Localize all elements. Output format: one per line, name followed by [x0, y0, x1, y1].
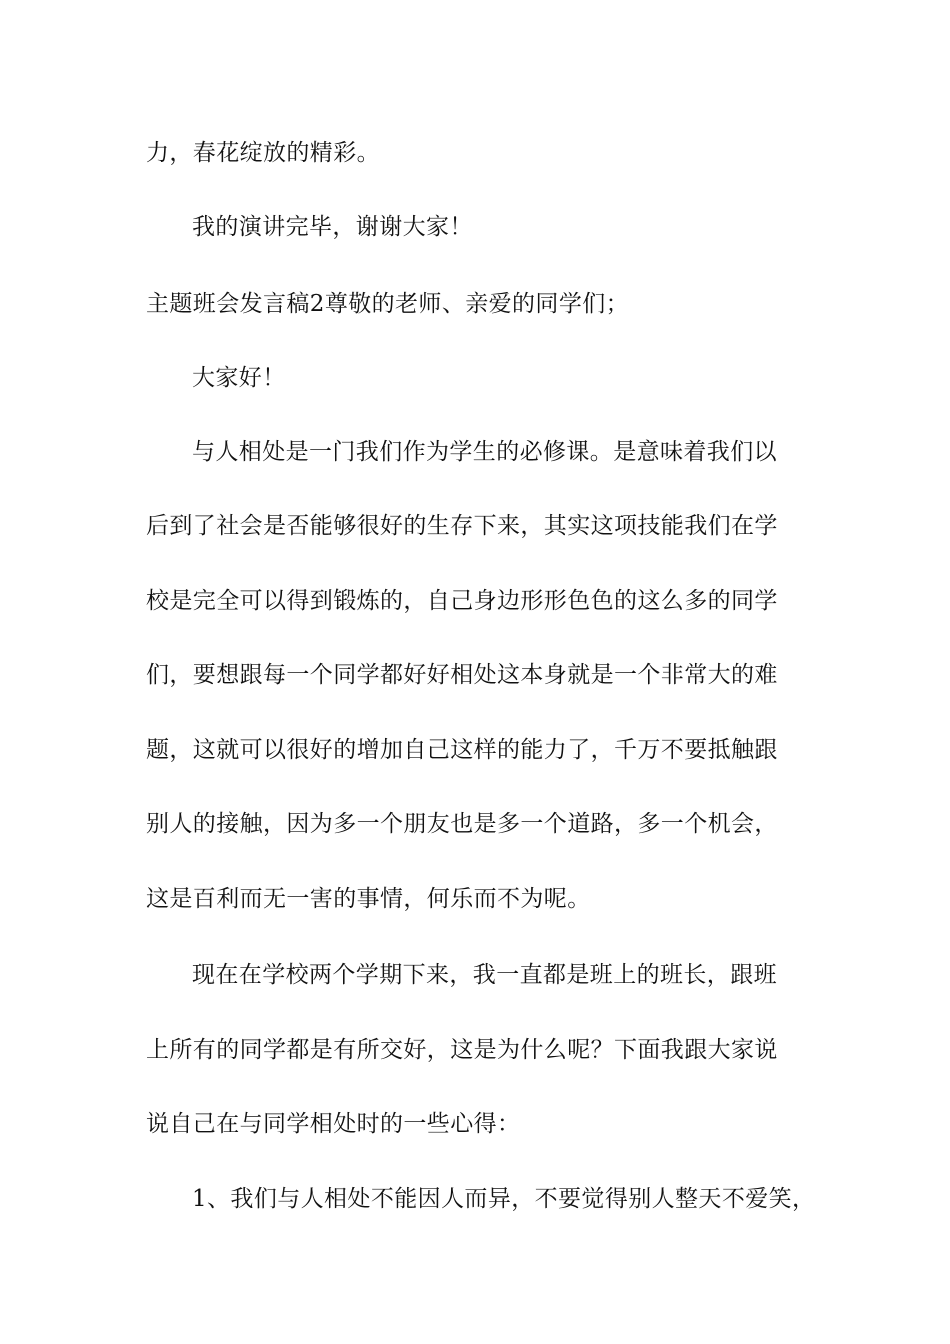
text-line: 力，春花绽放的精彩。: [146, 140, 380, 166]
text-line: 主题班会发言稿2尊敬的老师、亲爱的同学们；: [146, 291, 630, 317]
text-line: 我的演讲完毕，谢谢大家！: [192, 214, 473, 240]
text-line: 这是百利而无一害的事情，何乐而不为呢。: [146, 886, 591, 912]
text-line: 校是完全可以得到锻炼的，自己身边形形色色的这么多的同学: [146, 588, 778, 614]
text-line: 现在在学校两个学期下来，我一直都是班上的班长，跟班: [192, 962, 777, 988]
text-line: 题，这就可以很好的增加自己这样的能力了，千万不要抵触跟: [146, 737, 778, 763]
text-line: 1、我们与人相处不能因人而异，不要觉得别人整天不爱笑，: [192, 1186, 816, 1212]
text-line: 与人相处是一门我们作为学生的必修课。是意味着我们以: [192, 439, 777, 465]
text-line: 说自己在与同学相处时的一些心得：: [146, 1111, 521, 1137]
text-line: 上所有的同学都是有所交好，这是为什么呢？下面我跟大家说: [146, 1037, 778, 1063]
text-line: 们，要想跟每一个同学都好好相处这本身就是一个非常大的难: [146, 662, 778, 688]
text-line: 后到了社会是否能够很好的生存下来，其实这项技能我们在学: [146, 513, 778, 539]
text-line: 别人的接触，因为多一个朋友也是多一个道路，多一个机会，: [146, 811, 778, 837]
text-line: 大家好！: [192, 365, 286, 391]
